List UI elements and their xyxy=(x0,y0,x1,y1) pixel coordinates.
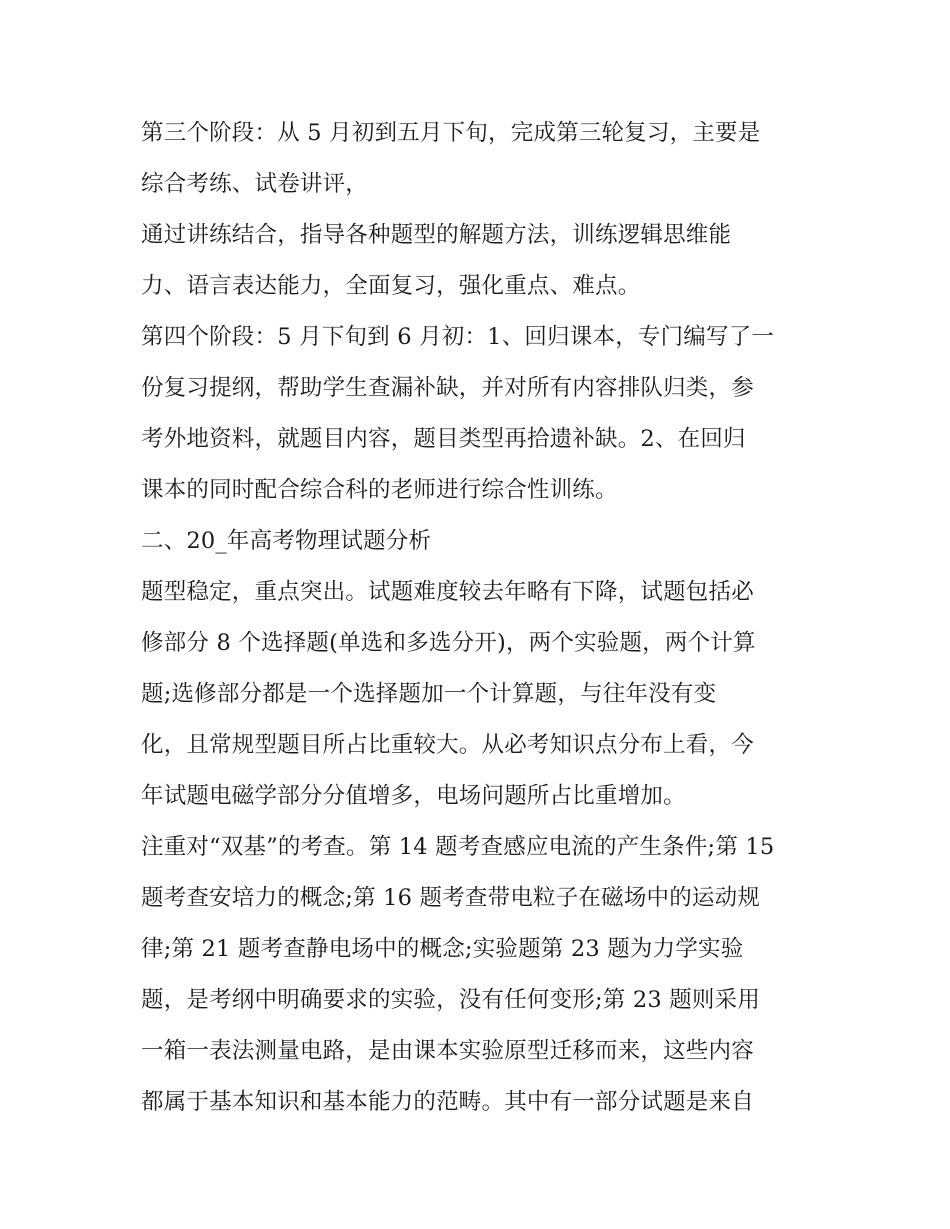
text-line: 力、语言表达能力，全面复习，强化重点、难点。 xyxy=(141,273,641,299)
text-line: 题型稳定，重点突出。试题难度较去年略有下降，试题包括必 xyxy=(141,579,754,605)
text-line: 综合考练、试卷讲评， xyxy=(141,171,369,197)
text-line: 题考查安培力的概念;第 16 题考查带电粒子在磁场中的运动规 xyxy=(141,885,761,911)
text-line: 课本的同时配合综合科的老师进行综合性训练。 xyxy=(141,477,618,503)
text-line: 题;选修部分都是一个选择题加一个计算题，与往年没有变 xyxy=(141,681,717,707)
text-line: 考外地资料，就题目内容，题目类型再拾遗补缺。2、在回归 xyxy=(141,426,746,452)
text-line: 通过讲练结合，指导各种题型的解题方法，训练逻辑思维能 xyxy=(141,222,732,248)
section-heading: 二、20_年高考物理试题分析 xyxy=(141,528,432,554)
text-line: 年试题电磁学部分分值增多，电场问题所占比重增加。 xyxy=(141,783,686,809)
text-line: 份复习提纲，帮助学生查漏补缺，并对所有内容排队归类，参 xyxy=(141,375,754,401)
text-line: 修部分 8 个选择题(单选和多选分开)，两个实验题，两个计算 xyxy=(141,630,756,656)
document-body xyxy=(141,108,821,1128)
text-line: 题，是考纲中明确要求的实验，没有任何变形;第 23 题则采用 xyxy=(141,987,761,1013)
text-line: 第四个阶段：5 月下旬到 6 月初：1、回归课本，专门编写了一 xyxy=(141,324,775,350)
text-line: 化，且常规型题目所占比重较大。从必考知识点分布上看，今 xyxy=(141,732,754,758)
text-line: 注重对“双基”的考查。第 14 题考查感应电流的产生条件;第 15 xyxy=(141,834,775,860)
text-line: 第三个阶段：从 5 月初到五月下旬，完成第三轮复习，主要是 xyxy=(141,120,761,146)
text-line: 一箱一表法测量电路，是由课本实验原型迁移而来，这些内容 xyxy=(141,1038,754,1064)
text-line: 律;第 21 题考查静电场中的概念;实验题第 23 题为力学实验 xyxy=(141,936,744,962)
text-line: 都属于基本知识和基本能力的范畴。其中有一部分试题是来自 xyxy=(141,1089,754,1115)
